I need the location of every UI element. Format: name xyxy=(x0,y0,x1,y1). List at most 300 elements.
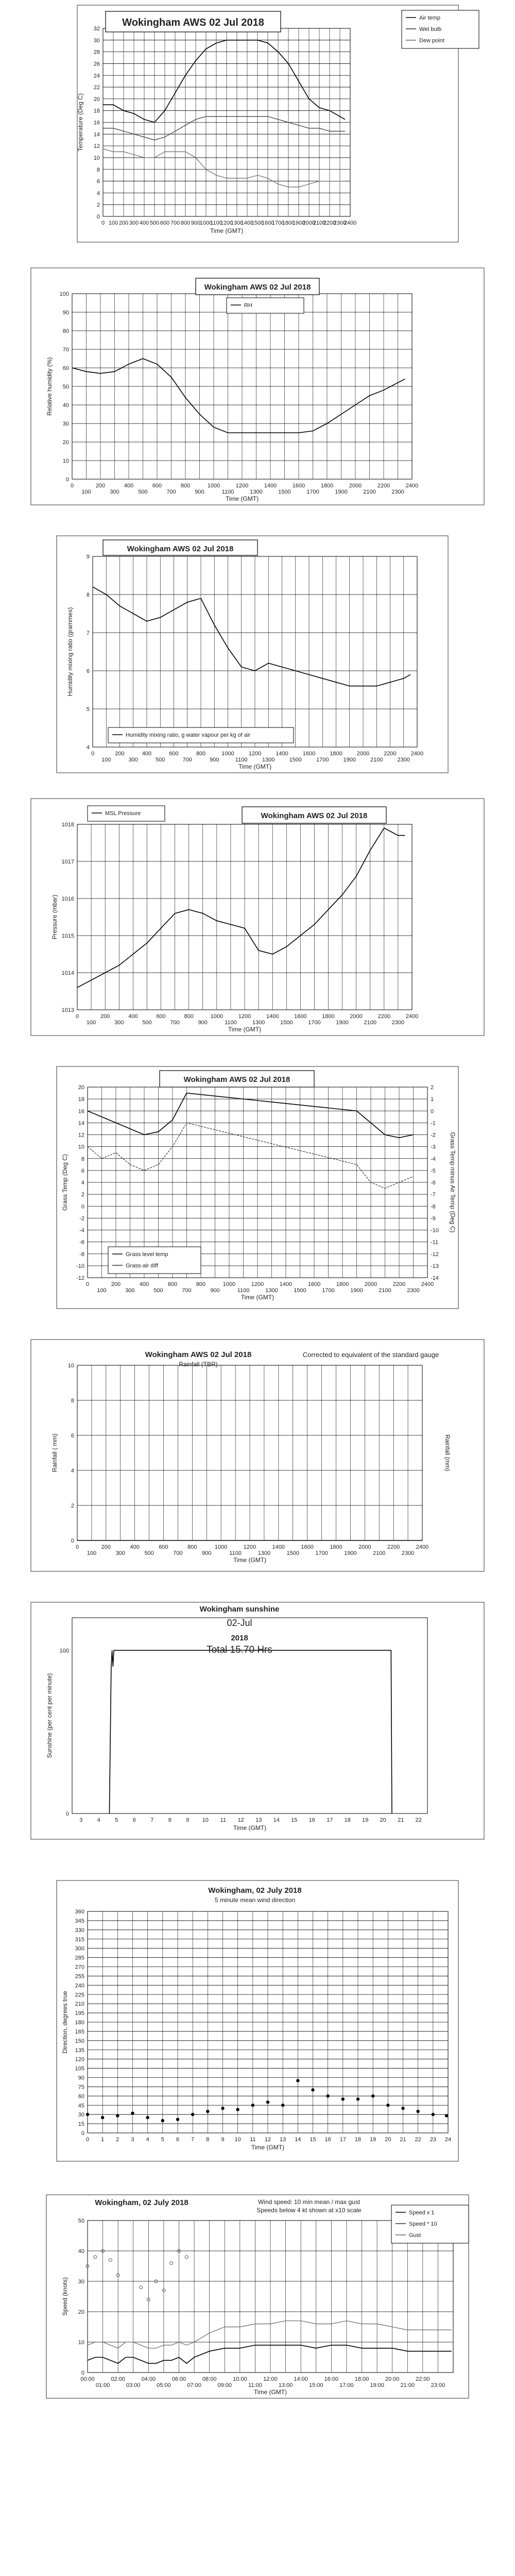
y-right-tick-label: 1 xyxy=(431,1096,434,1103)
x-tick-label: 100 xyxy=(87,1550,97,1556)
x-tick-label: 11 xyxy=(250,2137,256,2143)
y-tick-label: 0 xyxy=(81,2370,84,2376)
x-tick-label: 02:00 xyxy=(111,2376,125,2382)
x-tick-label: 13 xyxy=(255,1817,262,1823)
x-tick-label: 200 xyxy=(111,1281,121,1287)
x-tick-label: 1000 xyxy=(199,220,213,226)
x-tick-label: 1900 xyxy=(335,489,348,495)
x-tick-label: 2400 xyxy=(421,1281,434,1287)
x-tick-label: 2300 xyxy=(391,489,404,495)
y-right-tick-label: -12 xyxy=(431,1251,439,1258)
x-tick-label: 2200 xyxy=(323,220,336,226)
y-tick-label: 225 xyxy=(75,1992,84,1998)
y-tick-label: 6 xyxy=(81,1167,84,1174)
x-axis-label: Time (GMT) xyxy=(241,1294,274,1301)
x-tick-label: 1800 xyxy=(330,751,342,757)
x-tick-label: 700 xyxy=(166,489,176,495)
x-tick-label: 18 xyxy=(344,1817,351,1823)
chart-rainfall xyxy=(0,1334,515,1577)
x-tick-label: 800 xyxy=(196,1281,206,1287)
y-tick-label: 210 xyxy=(75,2001,84,2008)
x-tick-label: 5 xyxy=(115,1817,118,1823)
chart-annotation: Wind speed: 10 min mean / max gust xyxy=(258,2198,360,2206)
x-tick-label: 1600 xyxy=(294,1013,307,1020)
y-tick-label: 14 xyxy=(78,1120,84,1127)
y-right-tick-label: -3 xyxy=(431,1144,436,1150)
x-tick-label: 600 xyxy=(169,751,179,757)
x-tick-label: 4 xyxy=(97,1817,100,1823)
x-axis-label: Time (GMT) xyxy=(228,1026,262,1033)
y-right-tick-label: -7 xyxy=(431,1192,436,1198)
y-tick-label: 40 xyxy=(62,402,69,409)
y-tick-label: 45 xyxy=(78,2103,84,2109)
legend-label: Speed x 1 xyxy=(409,2210,435,2216)
x-tick-label: 1900 xyxy=(344,1550,357,1556)
chart-subtitle: 02-Jul xyxy=(227,1618,252,1628)
y-tick-label: 70 xyxy=(62,347,69,353)
x-tick-label: 100 xyxy=(108,220,118,226)
x-tick-label: 300 xyxy=(128,757,138,763)
x-tick-label: 15 xyxy=(291,1817,298,1823)
x-tick-label: 1300 xyxy=(250,489,263,495)
x-tick-label: 1500 xyxy=(286,1550,299,1556)
y-tick-label: 195 xyxy=(75,2010,84,2017)
x-tick-label: 500 xyxy=(138,489,148,495)
y-right-tick-label: -13 xyxy=(431,1263,439,1269)
legend-label: Dew point xyxy=(419,38,444,44)
data-point xyxy=(236,2108,239,2111)
y-right-tick-label: -11 xyxy=(431,1239,439,1246)
x-tick-label: 15 xyxy=(310,2137,316,2143)
x-tick-label: 09:00 xyxy=(217,2382,232,2388)
panel-wind-direction xyxy=(0,1875,515,2169)
x-tick-label: 21 xyxy=(400,2137,406,2143)
y-tick-label: 1018 xyxy=(61,822,74,828)
x-tick-label: 700 xyxy=(182,1287,192,1294)
x-tick-label: 00:00 xyxy=(80,2376,95,2382)
x-tick-label: 20 xyxy=(380,1817,386,1823)
x-tick-label: 400 xyxy=(130,1544,140,1550)
x-tick-label: 18:00 xyxy=(354,2376,369,2382)
x-tick-label: 11 xyxy=(220,1817,226,1823)
x-tick-label: 24 xyxy=(444,2137,452,2143)
y-tick-label: 6 xyxy=(71,1433,74,1439)
x-tick-label: 1100 xyxy=(229,1550,242,1556)
x-tick-label: 300 xyxy=(125,1287,135,1294)
x-tick-label: 13:00 xyxy=(278,2382,293,2388)
x-tick-label: 1800 xyxy=(336,1281,349,1287)
x-tick-label: 1400 xyxy=(266,1013,279,1020)
y-tick-label: 240 xyxy=(75,1982,84,1989)
x-tick-label: 300 xyxy=(114,1020,124,1026)
data-point xyxy=(161,2119,164,2122)
y-tick-label: 24 xyxy=(93,73,100,79)
x-tick-label: 1000 xyxy=(207,483,220,489)
chart-title: Wokingham AWS 02 Jul 2018 xyxy=(127,545,234,553)
y-axis-label: Sunshine (per cent per minute) xyxy=(46,1673,53,1758)
x-tick-label: 4 xyxy=(146,2137,149,2143)
y-tick-label: 50 xyxy=(78,2218,84,2224)
data-point xyxy=(266,2100,269,2104)
x-tick-label: 900 xyxy=(195,489,204,495)
x-tick-label: 500 xyxy=(142,1020,152,1026)
x-tick-label: 6 xyxy=(176,2137,180,2143)
y-axis-label: Humidity mixing ratio (grammes) xyxy=(66,607,74,697)
x-tick-label: 0 xyxy=(85,1281,90,1287)
x-tick-label: 2300 xyxy=(397,757,410,763)
y-tick-label: 345 xyxy=(75,1918,84,1924)
x-tick-label: 0 xyxy=(91,751,95,757)
x-tick-label: 300 xyxy=(129,220,139,226)
x-tick-label: 2000 xyxy=(350,1013,363,1020)
x-tick-label: 2300 xyxy=(401,1550,415,1556)
x-tick-label: 2000 xyxy=(364,1281,377,1287)
y-tick-label: 1015 xyxy=(61,933,74,939)
y-tick-label: 30 xyxy=(78,2279,84,2285)
chart-grass-temp xyxy=(0,1061,515,1314)
x-tick-label: 22:00 xyxy=(416,2376,430,2382)
y-tick-label: 0 xyxy=(65,1811,69,1817)
x-tick-label: 1800 xyxy=(320,483,334,489)
y-axis-label: Direction, degrees true xyxy=(61,1991,68,2054)
x-tick-label: 800 xyxy=(180,220,191,226)
x-tick-label: 2300 xyxy=(407,1287,420,1294)
x-tick-label: 1500 xyxy=(278,489,291,495)
x-tick-label: 16:00 xyxy=(324,2376,339,2382)
x-tick-label: 1300 xyxy=(265,1287,278,1294)
x-tick-label: 600 xyxy=(159,1544,168,1550)
x-tick-label: 1 xyxy=(101,2137,105,2143)
y-tick-label: 135 xyxy=(75,2047,84,2054)
x-tick-label: 1600 xyxy=(307,1281,321,1287)
y-axis-label: Rainfall ( mm) xyxy=(51,1433,58,1472)
chart-sunshine xyxy=(0,1597,515,1850)
x-tick-label: 900 xyxy=(210,757,219,763)
y-tick-label: 270 xyxy=(75,1964,84,1971)
data-point xyxy=(281,2104,284,2107)
x-tick-label: 0 xyxy=(85,2137,90,2143)
x-tick-label: 17:00 xyxy=(339,2382,354,2388)
y-tick-label: 26 xyxy=(93,61,100,67)
x-tick-label: 800 xyxy=(196,751,206,757)
y-tick-label: 9 xyxy=(86,554,90,560)
x-tick-label: 1300 xyxy=(230,220,244,226)
x-tick-label: 600 xyxy=(156,1013,166,1020)
data-point xyxy=(445,2114,448,2117)
x-tick-label: 9 xyxy=(186,1817,190,1823)
x-tick-label: 2400 xyxy=(344,220,357,226)
x-tick-label: 19:00 xyxy=(370,2382,384,2388)
x-tick-label: 400 xyxy=(142,751,152,757)
y-tick-label: 1014 xyxy=(61,970,74,976)
x-tick-label: 2 xyxy=(116,2137,119,2143)
y-tick-label: 8 xyxy=(71,1398,74,1404)
x-tick-label: 1400 xyxy=(241,220,254,226)
x-tick-label: 2300 xyxy=(333,220,347,226)
data-point xyxy=(296,2079,299,2082)
x-tick-label: 1200 xyxy=(248,751,262,757)
x-tick-label: 200 xyxy=(115,751,125,757)
y-tick-label: 16 xyxy=(78,1108,84,1115)
data-point xyxy=(206,2110,209,2113)
data-point xyxy=(311,2088,314,2091)
x-tick-label: 16 xyxy=(308,1817,315,1823)
legend-label: Speed * 10 xyxy=(409,2221,437,2227)
x-tick-label: 1700 xyxy=(322,1287,335,1294)
chart-title: Wokingham, 02 July 2018 xyxy=(208,1886,302,1895)
y-tick-label: 8 xyxy=(96,166,100,173)
x-tick-label: 05:00 xyxy=(157,2382,171,2388)
x-tick-label: 1000 xyxy=(214,1544,228,1550)
x-tick-label: 600 xyxy=(152,483,162,489)
x-tick-label: 2000 xyxy=(358,1544,371,1550)
y-tick-label: -2 xyxy=(79,1215,84,1222)
y-tick-label: 18 xyxy=(93,108,100,114)
x-tick-label: 1000 xyxy=(222,1281,236,1287)
x-tick-label: 19 xyxy=(370,2137,376,2143)
y-tick-label: 315 xyxy=(75,1936,84,1943)
y-right-axis-label: Grass Temp minus Air Temp (Deg C) xyxy=(449,1132,456,1233)
y-tick-label: 150 xyxy=(75,2038,84,2044)
x-tick-label: 23 xyxy=(430,2137,436,2143)
x-tick-label: 1900 xyxy=(336,1020,349,1026)
y-tick-label: 1017 xyxy=(61,859,74,865)
chart-title: Wokingham AWS 02 Jul 2018 xyxy=(122,17,264,28)
x-tick-label: 14 xyxy=(273,1817,280,1823)
x-tick-label: 400 xyxy=(124,483,134,489)
x-tick-label: 1600 xyxy=(302,751,316,757)
y-axis-label: Temperature (Deg C) xyxy=(77,93,84,151)
x-tick-label: 600 xyxy=(160,220,170,226)
y-tick-label: -6 xyxy=(79,1239,84,1246)
x-tick-label: 1900 xyxy=(343,757,356,763)
chart-wind-speed xyxy=(0,2190,515,2406)
y-tick-label: 1016 xyxy=(61,896,74,902)
x-tick-label: 1100 xyxy=(210,220,222,226)
x-tick-label: 1300 xyxy=(252,1020,265,1026)
data-point xyxy=(116,2114,119,2117)
x-tick-label: 1100 xyxy=(237,1287,250,1294)
x-tick-label: 1300 xyxy=(262,757,275,763)
y-right-tick-label: -1 xyxy=(431,1120,436,1127)
y-tick-label: 50 xyxy=(62,384,69,390)
y-tick-label: 32 xyxy=(93,26,100,32)
y-right-tick-label: -6 xyxy=(431,1180,436,1186)
chart-pressure xyxy=(0,793,515,1041)
y-tick-label: 20 xyxy=(93,96,100,103)
x-tick-label: 2100 xyxy=(373,1550,386,1556)
x-tick-label: 2000 xyxy=(302,220,316,226)
data-point xyxy=(356,2097,359,2100)
chart-annotation: Corrected to equivalent of the standard gauge xyxy=(302,1351,439,1359)
x-tick-label: 2100 xyxy=(313,220,326,226)
x-tick-label: 1800 xyxy=(330,1544,342,1550)
data-point xyxy=(191,2113,194,2116)
y-tick-label: 30 xyxy=(78,2112,84,2119)
y-tick-label: 28 xyxy=(93,49,100,56)
x-tick-label: 1800 xyxy=(322,1013,335,1020)
y-tick-label: 360 xyxy=(75,1909,84,1915)
legend-label: MSL Pressure xyxy=(105,810,141,817)
y-tick-label: -8 xyxy=(79,1251,84,1258)
y-tick-label: 10 xyxy=(93,155,100,161)
y-tick-label: 14 xyxy=(93,131,100,138)
y-tick-label: 105 xyxy=(75,2065,84,2072)
legend-box xyxy=(108,1247,201,1274)
y-axis-label: Grass Temp (Deg C) xyxy=(61,1154,68,1211)
y-tick-label: 120 xyxy=(75,2056,84,2063)
y-tick-label: -10 xyxy=(76,1263,84,1269)
x-tick-label: 01:00 xyxy=(95,2382,110,2388)
y-tick-label: 7 xyxy=(86,630,90,636)
y-tick-label: 0 xyxy=(81,1204,84,1210)
x-tick-label: 500 xyxy=(149,220,160,226)
y-tick-label: 80 xyxy=(62,328,69,334)
y-tick-label: -12 xyxy=(76,1275,84,1281)
x-tick-label: 1400 xyxy=(264,483,277,489)
x-tick-label: 2100 xyxy=(379,1287,391,1294)
x-tick-label: 0 xyxy=(101,220,105,226)
x-tick-label: 1000 xyxy=(221,751,234,757)
x-tick-label: 2400 xyxy=(410,751,424,757)
y-tick-label: 330 xyxy=(75,1927,84,1934)
y-tick-label: 10 xyxy=(67,1363,74,1369)
y-right-axis-label: Rainfall (mm) xyxy=(444,1434,451,1471)
x-tick-label: 2200 xyxy=(377,1013,391,1020)
x-tick-label: 1700 xyxy=(308,1020,321,1026)
x-tick-label: 9 xyxy=(221,2137,225,2143)
panel-temperature xyxy=(0,0,515,247)
x-tick-label: 22 xyxy=(415,2137,421,2143)
x-tick-label: 400 xyxy=(139,220,149,226)
chart-temperature xyxy=(0,0,515,247)
x-tick-label: 1600 xyxy=(292,483,305,489)
x-tick-label: 0 xyxy=(75,1013,79,1020)
chart-annotation: Speeds below 4 kt shown at x10 scale xyxy=(256,2207,362,2214)
y-right-tick-label: -9 xyxy=(431,1215,436,1222)
x-tick-label: 100 xyxy=(81,489,91,495)
data-point xyxy=(326,2094,329,2097)
y-tick-label: 300 xyxy=(75,1945,84,1952)
x-tick-label: 21:00 xyxy=(400,2382,415,2388)
chart-humidity xyxy=(0,263,515,510)
x-tick-label: 19 xyxy=(362,1817,369,1823)
x-tick-label: 300 xyxy=(115,1550,125,1556)
x-tick-label: 600 xyxy=(167,1281,178,1287)
panel-pressure xyxy=(0,793,515,1041)
x-tick-label: 17 xyxy=(339,2137,346,2143)
y-tick-label: 15 xyxy=(78,2121,84,2128)
x-tick-label: 03:00 xyxy=(126,2382,141,2388)
data-point xyxy=(371,2094,374,2097)
chart-mixing-ratio xyxy=(0,531,515,778)
chart-title: Wokingham AWS 02 Jul 2018 xyxy=(204,283,311,292)
y-tick-label: 100 xyxy=(59,1648,69,1654)
chart-total: Total 15.70 Hrs xyxy=(207,1645,272,1655)
x-tick-label: 20:00 xyxy=(385,2376,400,2382)
x-tick-label: 6 xyxy=(132,1817,136,1823)
y-tick-label: 22 xyxy=(93,84,100,91)
x-tick-label: 400 xyxy=(139,1281,149,1287)
x-tick-label: 2400 xyxy=(405,1013,419,1020)
data-point xyxy=(416,2110,419,2113)
legend-label: Grass level temp xyxy=(126,1251,168,1258)
x-tick-label: 1500 xyxy=(251,220,264,226)
legend-label: RH xyxy=(244,302,252,309)
chart-title: Wokingham AWS 02 Jul 2018 xyxy=(261,811,368,820)
panel-humidity xyxy=(0,263,515,510)
x-tick-label: 1400 xyxy=(272,1544,285,1550)
x-tick-label: 1100 xyxy=(225,1020,237,1026)
x-tick-label: 18 xyxy=(354,2137,362,2143)
y-tick-label: 10 xyxy=(78,1144,84,1150)
x-tick-label: 13 xyxy=(280,2137,286,2143)
y-tick-label: 2 xyxy=(71,1503,74,1509)
x-axis-label: Time (GMT) xyxy=(253,2388,287,2396)
x-tick-label: 12:00 xyxy=(263,2376,278,2382)
x-tick-label: 500 xyxy=(153,1287,163,1294)
y-right-tick-label: -5 xyxy=(431,1167,436,1174)
x-tick-label: 1800 xyxy=(282,220,295,226)
y-tick-label: 2 xyxy=(96,202,100,209)
x-tick-label: 2000 xyxy=(349,483,362,489)
x-tick-label: 900 xyxy=(198,1020,208,1026)
x-tick-label: 10 xyxy=(234,2137,241,2143)
panel-sunshine xyxy=(0,1597,515,1850)
x-tick-label: 1900 xyxy=(292,220,305,226)
x-tick-label: 700 xyxy=(170,1020,180,1026)
x-tick-label: 1700 xyxy=(315,1550,328,1556)
x-tick-label: 700 xyxy=(182,757,192,763)
x-tick-label: 1900 xyxy=(350,1287,363,1294)
y-tick-label: 1013 xyxy=(61,1007,74,1013)
x-tick-label: 8 xyxy=(206,2137,210,2143)
y-tick-label: 4 xyxy=(96,190,100,197)
x-tick-label: 1200 xyxy=(251,1281,264,1287)
x-tick-label: 1600 xyxy=(301,1544,314,1550)
data-point xyxy=(176,2118,179,2121)
legend-label: Grass-air diff xyxy=(126,1263,158,1269)
y-tick-label: 18 xyxy=(78,1096,84,1103)
y-tick-label: 8 xyxy=(86,592,90,598)
x-tick-label: 800 xyxy=(180,483,191,489)
chart-subtitle: 5 minute mean wind direction xyxy=(214,1896,296,1904)
y-right-tick-label: 2 xyxy=(431,1084,434,1091)
x-tick-label: 0 xyxy=(70,483,74,489)
x-tick-label: 1300 xyxy=(258,1550,271,1556)
x-tick-label: 2200 xyxy=(377,483,390,489)
x-tick-label: 700 xyxy=(173,1550,183,1556)
y-tick-label: 90 xyxy=(78,2075,84,2081)
x-tick-label: 800 xyxy=(184,1013,194,1020)
x-tick-label: 1100 xyxy=(221,489,234,495)
x-tick-label: 1500 xyxy=(280,1020,293,1026)
y-tick-label: 5 xyxy=(86,706,90,713)
x-axis-label: Time (GMT) xyxy=(210,227,244,234)
y-tick-label: 165 xyxy=(75,2028,84,2035)
chart-wind-direction xyxy=(0,1875,515,2169)
data-point xyxy=(101,2116,104,2119)
y-right-tick-label: -4 xyxy=(431,1156,436,1162)
x-tick-label: 20 xyxy=(385,2137,391,2143)
y-tick-label: 10 xyxy=(62,458,69,464)
x-axis-label: Time (GMT) xyxy=(251,2144,285,2151)
y-tick-label: 90 xyxy=(62,310,69,316)
x-tick-label: 2100 xyxy=(363,489,376,495)
x-tick-label: 1200 xyxy=(220,220,233,226)
chart-title: Wokingham AWS 02 Jul 2018 xyxy=(145,1350,252,1359)
y-axis-label: Speed (knots) xyxy=(61,2277,68,2316)
